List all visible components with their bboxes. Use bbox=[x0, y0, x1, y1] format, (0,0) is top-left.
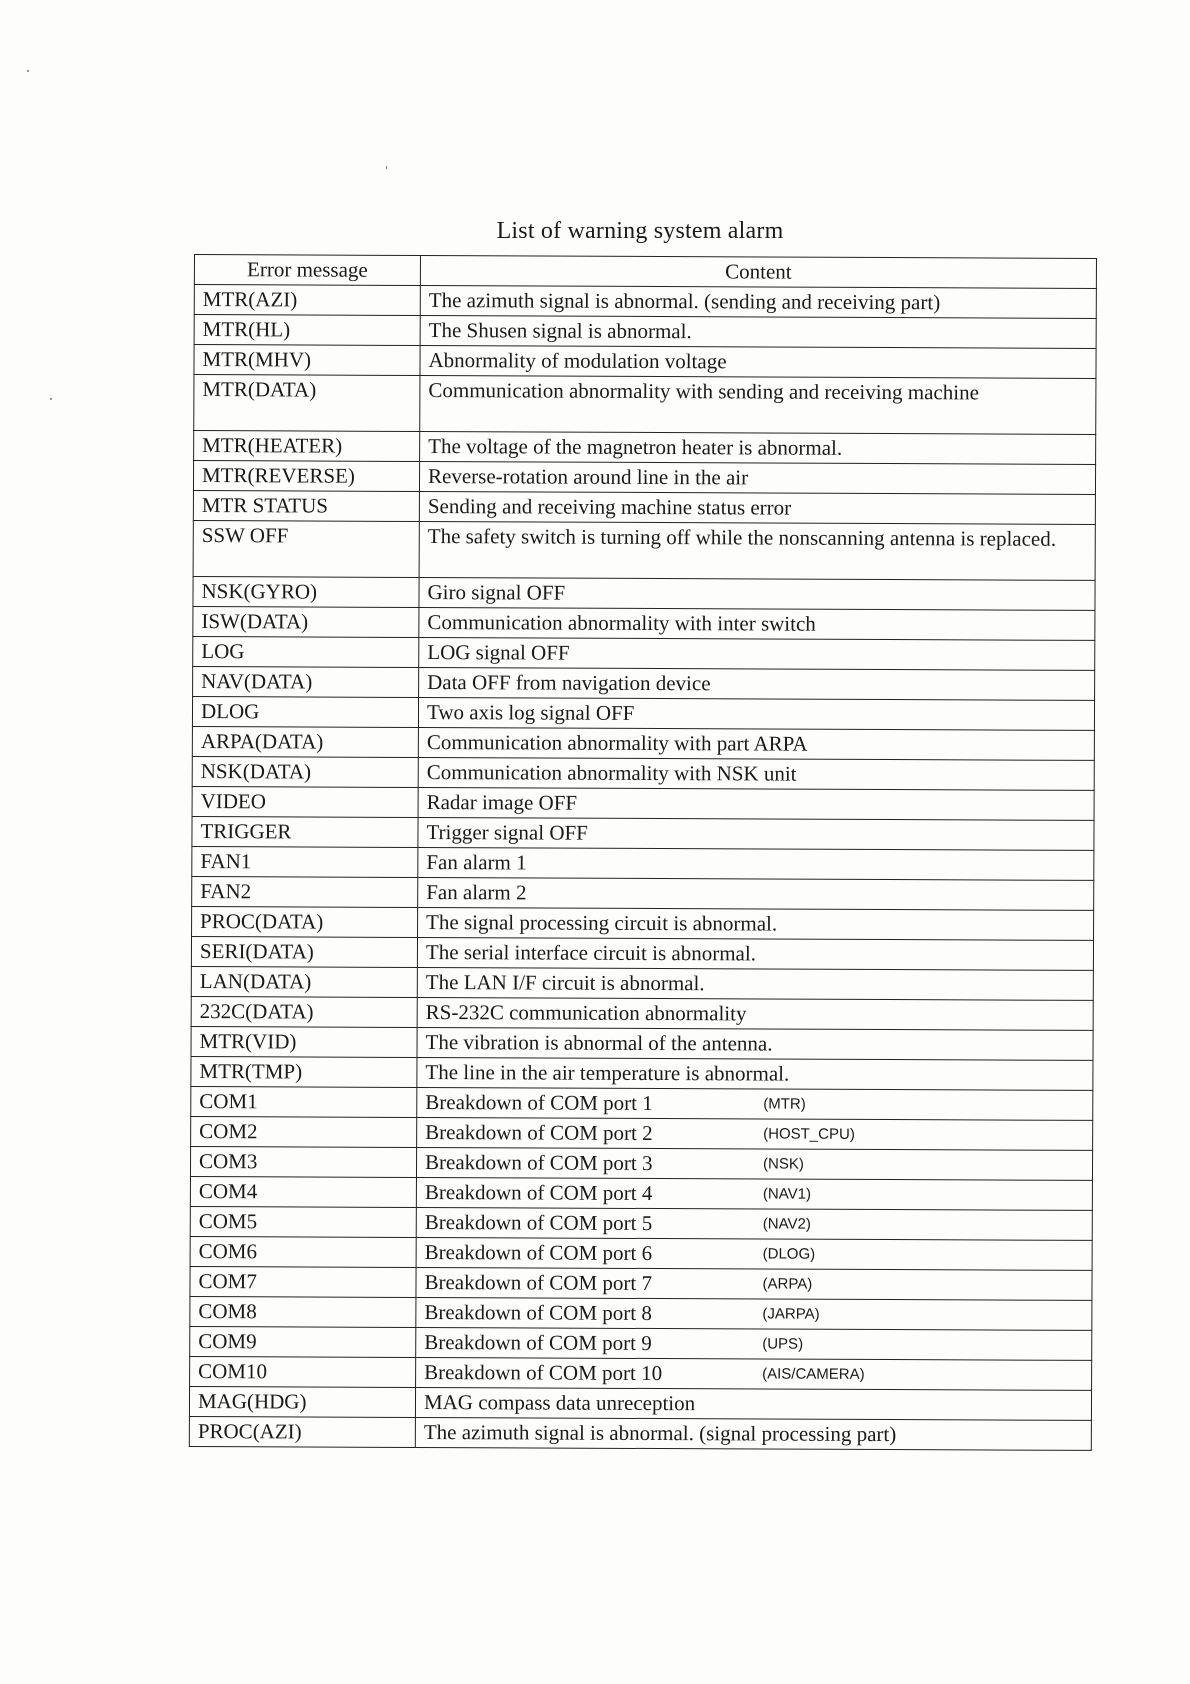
content-cell bbox=[418, 847, 1094, 880]
content-cell bbox=[418, 877, 1094, 910]
port-assignment-label: (NAV2) bbox=[762, 1215, 811, 1233]
content-cell bbox=[417, 1027, 1093, 1060]
table-row bbox=[194, 285, 1096, 319]
content-text: Radar image OFF bbox=[426, 790, 578, 815]
error-message-cell: MTR(MHV) bbox=[194, 345, 420, 376]
error-message-cell: COM10 bbox=[190, 1356, 416, 1387]
error-message-cell: MTR STATUS bbox=[193, 490, 419, 521]
error-message-cell: SSW OFF bbox=[193, 520, 419, 577]
scan-speck bbox=[386, 166, 387, 169]
content-text: The signal processing circuit is abnormal. bbox=[426, 910, 778, 936]
error-message-cell: MTR(HEATER) bbox=[194, 431, 420, 462]
table-row bbox=[190, 1266, 1092, 1300]
table-row bbox=[192, 786, 1094, 820]
content-cell bbox=[420, 375, 1096, 434]
port-assignment-label: (UPS) bbox=[762, 1335, 804, 1353]
content-text: Two axis log signal OFF bbox=[426, 700, 635, 725]
column-header-error-message: Error message bbox=[194, 255, 420, 286]
scan-speck bbox=[27, 70, 29, 72]
error-message-cell: MTR(TMP) bbox=[191, 1056, 417, 1087]
content-text: Data OFF from navigation device bbox=[427, 670, 711, 696]
table-row bbox=[194, 375, 1096, 435]
table-row bbox=[189, 1386, 1091, 1420]
content-cell bbox=[420, 431, 1096, 464]
content-cell bbox=[417, 1057, 1093, 1090]
port-assignment-label: (AIS/CAMERA) bbox=[762, 1365, 865, 1383]
error-message-cell: MTR(VID) bbox=[191, 1026, 417, 1057]
error-message-cell: PROC(DATA) bbox=[192, 906, 418, 937]
content-cell bbox=[420, 345, 1096, 378]
content-cell bbox=[417, 997, 1093, 1030]
table-row bbox=[191, 966, 1093, 1000]
port-assignment-label: (JARPA) bbox=[762, 1305, 820, 1323]
error-message-cell: COM6 bbox=[190, 1236, 416, 1267]
content-cell bbox=[418, 907, 1094, 940]
error-message-cell: 232C(DATA) bbox=[191, 996, 417, 1027]
content-cell bbox=[419, 667, 1095, 700]
content-text: The vibration is abnormal of the antenna. bbox=[425, 1030, 773, 1056]
content-text: Communication abnormality with sending and receiving machine bbox=[428, 378, 980, 405]
error-message-cell: TRIGGER bbox=[192, 816, 418, 847]
error-message-cell: COM1 bbox=[191, 1086, 417, 1117]
error-message-cell: MAG(HDG) bbox=[189, 1386, 415, 1417]
content-cell bbox=[416, 1327, 1092, 1360]
content-text: Communication abnormality with part ARPA bbox=[426, 730, 808, 756]
error-message-cell: COM4 bbox=[190, 1176, 416, 1207]
table-row bbox=[191, 1056, 1093, 1090]
error-message-cell: COM9 bbox=[190, 1326, 416, 1357]
content-text: The line in the air temperature is abnormal. bbox=[425, 1060, 790, 1086]
port-assignment-label: (NSK) bbox=[762, 1155, 804, 1173]
error-message-cell: NSK(DATA) bbox=[192, 756, 418, 787]
table-row bbox=[191, 936, 1093, 970]
content-text: The azimuth signal is abnormal. (signal processing part) bbox=[423, 1420, 897, 1447]
content-text: RS-232C communication abnormality bbox=[425, 1000, 747, 1026]
content-text: MAG compass data unreception bbox=[423, 1390, 696, 1416]
table-row bbox=[192, 696, 1094, 730]
content-text: Breakdown of COM port 9 bbox=[424, 1330, 652, 1356]
error-message-cell: COM2 bbox=[191, 1116, 417, 1147]
content-cell bbox=[418, 697, 1094, 730]
error-message-cell: MTR(REVERSE) bbox=[193, 461, 419, 492]
content-text: Communication abnormality with NSK unit bbox=[426, 760, 797, 786]
table-row bbox=[191, 1026, 1093, 1060]
document-title: List of warning system alarm bbox=[496, 218, 784, 244]
content-text: The azimuth signal is abnormal. (sending and receiving part) bbox=[428, 288, 941, 315]
content-cell bbox=[417, 967, 1093, 1000]
content-text: LOG signal OFF bbox=[427, 640, 570, 665]
port-assignment-label: (MTR) bbox=[763, 1095, 806, 1113]
content-text: The safety switch is turning off while the nonscanning antenna is replaced. bbox=[427, 524, 1057, 551]
content-cell bbox=[416, 1147, 1092, 1180]
table-row bbox=[193, 520, 1095, 580]
table-row bbox=[193, 636, 1095, 670]
content-text: Trigger signal OFF bbox=[426, 820, 588, 845]
content-cell bbox=[420, 315, 1096, 348]
content-cell bbox=[417, 1087, 1093, 1120]
table-row bbox=[191, 1086, 1093, 1120]
content-cell bbox=[416, 1267, 1092, 1300]
content-cell bbox=[418, 757, 1094, 790]
table-row bbox=[190, 1236, 1092, 1270]
content-text: Abnormality of modulation voltage bbox=[428, 348, 727, 374]
error-message-cell: NAV(DATA) bbox=[193, 666, 419, 697]
content-cell bbox=[419, 607, 1095, 640]
scan-speck bbox=[50, 398, 52, 400]
content-text: Reverse-rotation around line in the air bbox=[427, 464, 749, 490]
content-cell bbox=[418, 727, 1094, 760]
table-row bbox=[192, 756, 1094, 790]
content-text: The serial interface circuit is abnormal. bbox=[425, 940, 757, 966]
error-message-cell: FAN2 bbox=[192, 876, 418, 907]
content-cell bbox=[419, 461, 1095, 494]
table-row bbox=[190, 1206, 1092, 1240]
table-row bbox=[193, 666, 1095, 700]
content-cell bbox=[416, 1357, 1092, 1390]
content-text: Sending and receiving machine status error bbox=[427, 494, 792, 520]
content-cell bbox=[419, 577, 1095, 610]
content-text: The Shusen signal is abnormal. bbox=[428, 318, 692, 344]
content-cell bbox=[416, 1297, 1092, 1330]
table-row bbox=[191, 996, 1093, 1030]
content-text: Breakdown of COM port 5 bbox=[424, 1210, 653, 1236]
table-row bbox=[192, 726, 1094, 760]
error-message-cell: COM7 bbox=[190, 1266, 416, 1297]
error-message-cell: NSK(GYRO) bbox=[193, 576, 419, 607]
content-cell bbox=[417, 1117, 1093, 1150]
error-message-cell: DLOG bbox=[192, 696, 418, 727]
table-row bbox=[190, 1326, 1092, 1360]
table-row bbox=[193, 490, 1095, 524]
content-cell bbox=[420, 285, 1096, 318]
content-cell bbox=[416, 1177, 1092, 1210]
table-row bbox=[193, 606, 1095, 640]
content-text: Breakdown of COM port 3 bbox=[424, 1150, 653, 1176]
content-cell bbox=[418, 787, 1094, 820]
port-assignment-label: (DLOG) bbox=[762, 1245, 816, 1263]
error-message-cell: COM8 bbox=[190, 1296, 416, 1327]
error-message-cell: PROC(AZI) bbox=[189, 1416, 415, 1447]
error-message-cell: COM5 bbox=[190, 1206, 416, 1237]
port-assignment-label: (NAV1) bbox=[762, 1185, 812, 1203]
content-cell bbox=[419, 637, 1095, 670]
table-row bbox=[192, 876, 1094, 910]
port-assignment-label: (ARPA) bbox=[762, 1275, 813, 1293]
error-message-cell: MTR(HL) bbox=[194, 315, 420, 346]
content-text: Breakdown of COM port 7 bbox=[424, 1270, 653, 1296]
content-text: Communication abnormality with inter switch bbox=[427, 610, 816, 636]
content-text: Fan alarm 1 bbox=[426, 850, 527, 875]
table-row bbox=[192, 816, 1094, 850]
table-header-row bbox=[194, 255, 1096, 289]
content-text: Giro signal OFF bbox=[427, 580, 566, 605]
content-text: Breakdown of COM port 4 bbox=[424, 1180, 653, 1206]
content-text: Breakdown of COM port 6 bbox=[424, 1240, 653, 1266]
content-cell bbox=[419, 491, 1095, 524]
content-text: Breakdown of COM port 2 bbox=[425, 1120, 653, 1146]
table-row bbox=[194, 315, 1096, 349]
error-message-cell: MTR(DATA) bbox=[194, 375, 420, 432]
content-cell bbox=[416, 1207, 1092, 1240]
table-row bbox=[191, 1116, 1093, 1150]
error-message-cell: ARPA(DATA) bbox=[192, 726, 418, 757]
error-message-cell: ISW(DATA) bbox=[193, 606, 419, 637]
error-message-cell: MTR(AZI) bbox=[194, 285, 420, 316]
error-message-cell: LOG bbox=[193, 636, 419, 667]
content-text: Breakdown of COM port 8 bbox=[424, 1300, 652, 1326]
table-row bbox=[190, 1176, 1092, 1210]
content-cell bbox=[417, 937, 1093, 970]
table-row bbox=[192, 846, 1094, 880]
content-cell bbox=[416, 1237, 1092, 1270]
table-row bbox=[194, 431, 1096, 465]
content-cell bbox=[418, 817, 1094, 850]
content-cell bbox=[419, 521, 1095, 580]
table-row bbox=[189, 1416, 1091, 1450]
content-cell bbox=[415, 1387, 1091, 1420]
error-message-cell: COM3 bbox=[190, 1146, 416, 1177]
table-row bbox=[190, 1146, 1092, 1180]
table-row bbox=[193, 461, 1095, 495]
table-row bbox=[193, 576, 1095, 610]
content-cell bbox=[415, 1417, 1091, 1450]
table-row bbox=[194, 345, 1096, 379]
content-text: Breakdown of COM port 10 bbox=[424, 1360, 663, 1386]
error-message-cell: FAN1 bbox=[192, 846, 418, 877]
error-message-cell: LAN(DATA) bbox=[191, 966, 417, 997]
table-row bbox=[190, 1296, 1092, 1330]
content-text: Fan alarm 2 bbox=[426, 880, 527, 905]
content-text: The voltage of the magnetron heater is abnormal. bbox=[428, 434, 843, 460]
error-message-cell: VIDEO bbox=[192, 786, 418, 817]
table-row bbox=[190, 1356, 1092, 1390]
content-text: Breakdown of COM port 1 bbox=[425, 1090, 653, 1116]
table-row bbox=[192, 906, 1094, 940]
error-message-cell: SERI(DATA) bbox=[191, 936, 417, 967]
alarm-table bbox=[189, 254, 1097, 1451]
port-assignment-label: (HOST_CPU) bbox=[763, 1125, 855, 1143]
content-text: The LAN I/F circuit is abnormal. bbox=[425, 970, 705, 996]
column-header-content: Content bbox=[420, 255, 1096, 288]
alarm-table-body bbox=[189, 285, 1096, 1451]
